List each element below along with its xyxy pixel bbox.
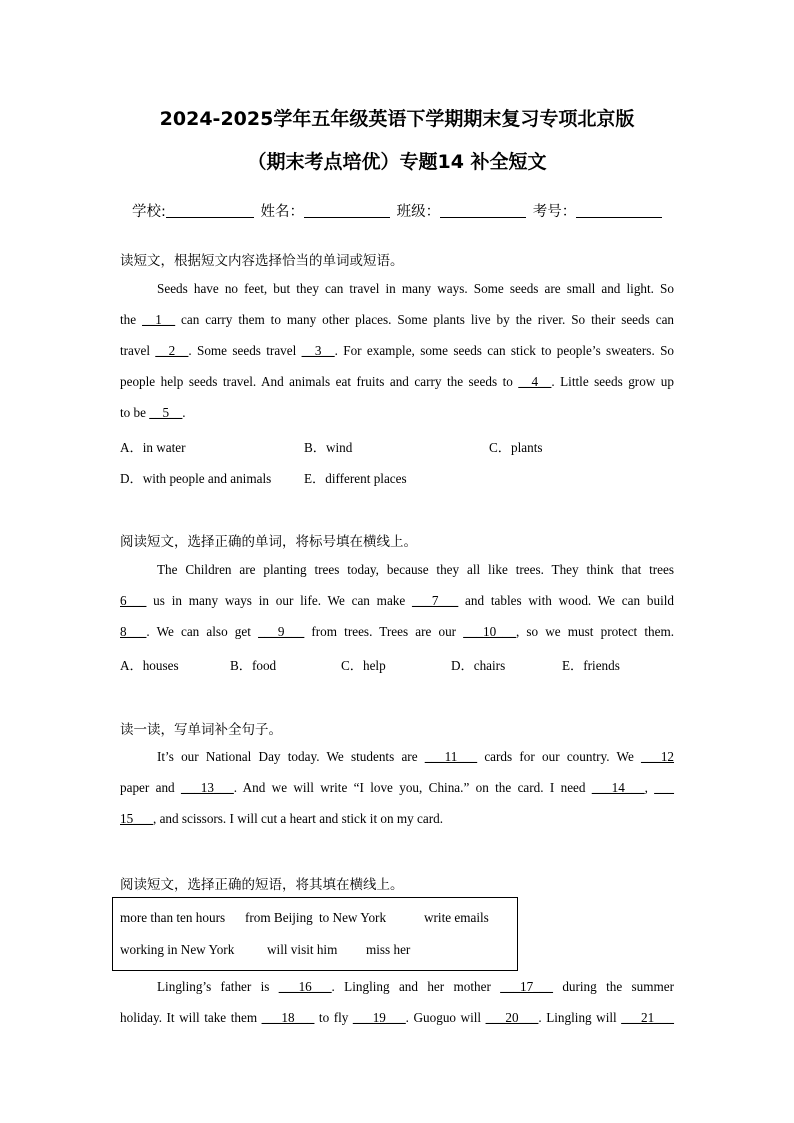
s3-text: It’s our National Day today. We students are [157, 749, 418, 764]
s1-line4 [120, 374, 674, 390]
s3-line3 [120, 811, 674, 827]
s1-text: . For example, some seeds can stick to people’s sweaters. So [334, 343, 675, 358]
option-e: E．different places [304, 471, 407, 486]
section4-instruction: 阅读短文，选择正确的短语，将其填在横线上。 [120, 877, 404, 893]
phrase-box [112, 897, 518, 971]
exam-no-field[interactable] [576, 203, 662, 218]
name-label: 姓名： [260, 204, 304, 220]
s1-line3 [120, 343, 674, 359]
s4-text: to fly [318, 1010, 349, 1025]
school-label: 学校: [132, 204, 166, 220]
s3-text: , and scissors. I will cut a heart and stick it on my card. [152, 811, 444, 826]
option-a: A．in water [120, 440, 186, 455]
blank-21[interactable]: ___21___ [621, 1010, 674, 1025]
s1-text: to be [120, 405, 147, 420]
s1-text: people help seeds travel. And animals eat fruits and carry the seeds to [120, 374, 513, 389]
s4-text: during the summer [562, 979, 675, 994]
s3-line2 [120, 780, 674, 796]
section3-instruction: 读一读，写单词补全句子。 [120, 722, 282, 738]
phrase-item: write emails [424, 910, 489, 925]
student-info-row [132, 200, 664, 221]
s1-text: travel [120, 343, 151, 358]
s2-text: and tables with wood. We can build [465, 593, 675, 608]
s3-line1 [157, 749, 674, 765]
section2-instruction: 阅读短文，选择正确的单词，将标号填在横线上。 [120, 534, 417, 550]
blank-16[interactable]: ___16___ [278, 979, 332, 994]
s2-text: . We can also get [146, 624, 251, 639]
s1-line5 [120, 405, 674, 421]
blank-4[interactable]: __4__ [518, 374, 552, 389]
blank-19[interactable]: ___19___ [352, 1010, 406, 1025]
option-e: E．friends [562, 658, 620, 673]
s4-text: holiday. It will take them [120, 1010, 258, 1025]
phrase-item: will visit him [267, 942, 338, 957]
s2-text: , so we must protect them. [515, 624, 675, 639]
s3-text: paper and [120, 780, 175, 795]
s1-text: . Some seeds travel [188, 343, 297, 358]
blank-7[interactable]: ___7___ [412, 593, 459, 608]
s4-text: Lingling’s father is [157, 979, 270, 994]
page-subtitle: （期末考点培优）专题14 补全短文 [247, 151, 547, 173]
s2-line1: The Children are planting trees today, because they all like trees. They think that trees [157, 562, 674, 577]
blank-3[interactable]: __3__ [301, 343, 335, 358]
blank-9[interactable]: ___9___ [258, 624, 305, 639]
s4-text: . Lingling and her mother [331, 979, 491, 994]
blank-13[interactable]: ___13___ [180, 780, 234, 795]
blank-15[interactable]: 15___ [120, 811, 153, 826]
school-field[interactable] [166, 203, 254, 218]
blank-18[interactable]: ___18___ [261, 1010, 315, 1025]
phrase-item: miss her [366, 942, 411, 957]
blank-20[interactable]: ___20___ [485, 1010, 539, 1025]
s4-text: . Lingling will [538, 1010, 617, 1025]
blank-5[interactable]: __5__ [149, 405, 183, 420]
blank-2[interactable]: __2__ [155, 343, 189, 358]
s4-line2 [120, 1010, 674, 1026]
phrase-item: from Beijing [245, 910, 313, 925]
blank-1[interactable]: __1__ [142, 312, 176, 327]
s3-text: cards for our country. We [484, 749, 634, 764]
option-a: A．houses [120, 658, 179, 673]
blank-11[interactable]: ___11___ [424, 749, 478, 764]
blank-6[interactable]: 6___ [120, 593, 147, 608]
s2-line2 [120, 593, 674, 609]
s1-text: . Little seeds grow up [551, 374, 674, 389]
blank-17[interactable]: ___17___ [500, 979, 553, 994]
section1-instruction: 读短文，根据短文内容选择恰当的单词或短语。 [120, 253, 404, 269]
option-d: D．with people and animals [120, 471, 272, 486]
blank-14b[interactable]: ___ [654, 780, 674, 795]
s1-line2 [120, 312, 674, 328]
s1-text: can carry them to many other places. Some plants live by the river. So their seeds can [181, 312, 675, 327]
s2-line3 [120, 624, 674, 640]
blank-8[interactable]: 8___ [120, 624, 147, 639]
blank-10[interactable]: ___10___ [463, 624, 516, 639]
exam-no-label: 考号： [532, 204, 577, 220]
s3-text: , [644, 780, 648, 795]
s2-text: us in many ways in our life. We can make [153, 593, 406, 608]
option-c: C．plants [489, 440, 543, 455]
option-d: D．chairs [451, 658, 506, 673]
blank-12[interactable]: ___12 [641, 749, 675, 764]
phrase-item: to New York [319, 910, 387, 925]
s1-line1: Seeds have no feet, but they can travel in many ways. Some seeds are small and light. So [157, 281, 674, 296]
class-field[interactable] [440, 203, 526, 218]
phrase-item: working in New York [120, 942, 235, 957]
s1-text: the [120, 312, 137, 327]
class-label: 班级： [396, 204, 441, 220]
name-field[interactable] [304, 203, 390, 218]
blank-14[interactable]: ___14___ [591, 780, 645, 795]
s1-text: . [182, 405, 186, 420]
phrase-item: more than ten hours [120, 910, 226, 925]
option-b: B．wind [304, 440, 353, 455]
option-c: C．help [341, 658, 386, 673]
s4-line1 [157, 979, 674, 995]
option-b: B．food [230, 658, 277, 673]
s4-text: . Guoguo will [405, 1010, 482, 1025]
s2-text: from trees. Trees are our [311, 624, 457, 639]
s3-text: . And we will write “I love you, China.” on the card. I need [233, 780, 586, 795]
page-title: 2024-2025学年五年级英语下学期期末复习专项北京版 [159, 108, 635, 130]
